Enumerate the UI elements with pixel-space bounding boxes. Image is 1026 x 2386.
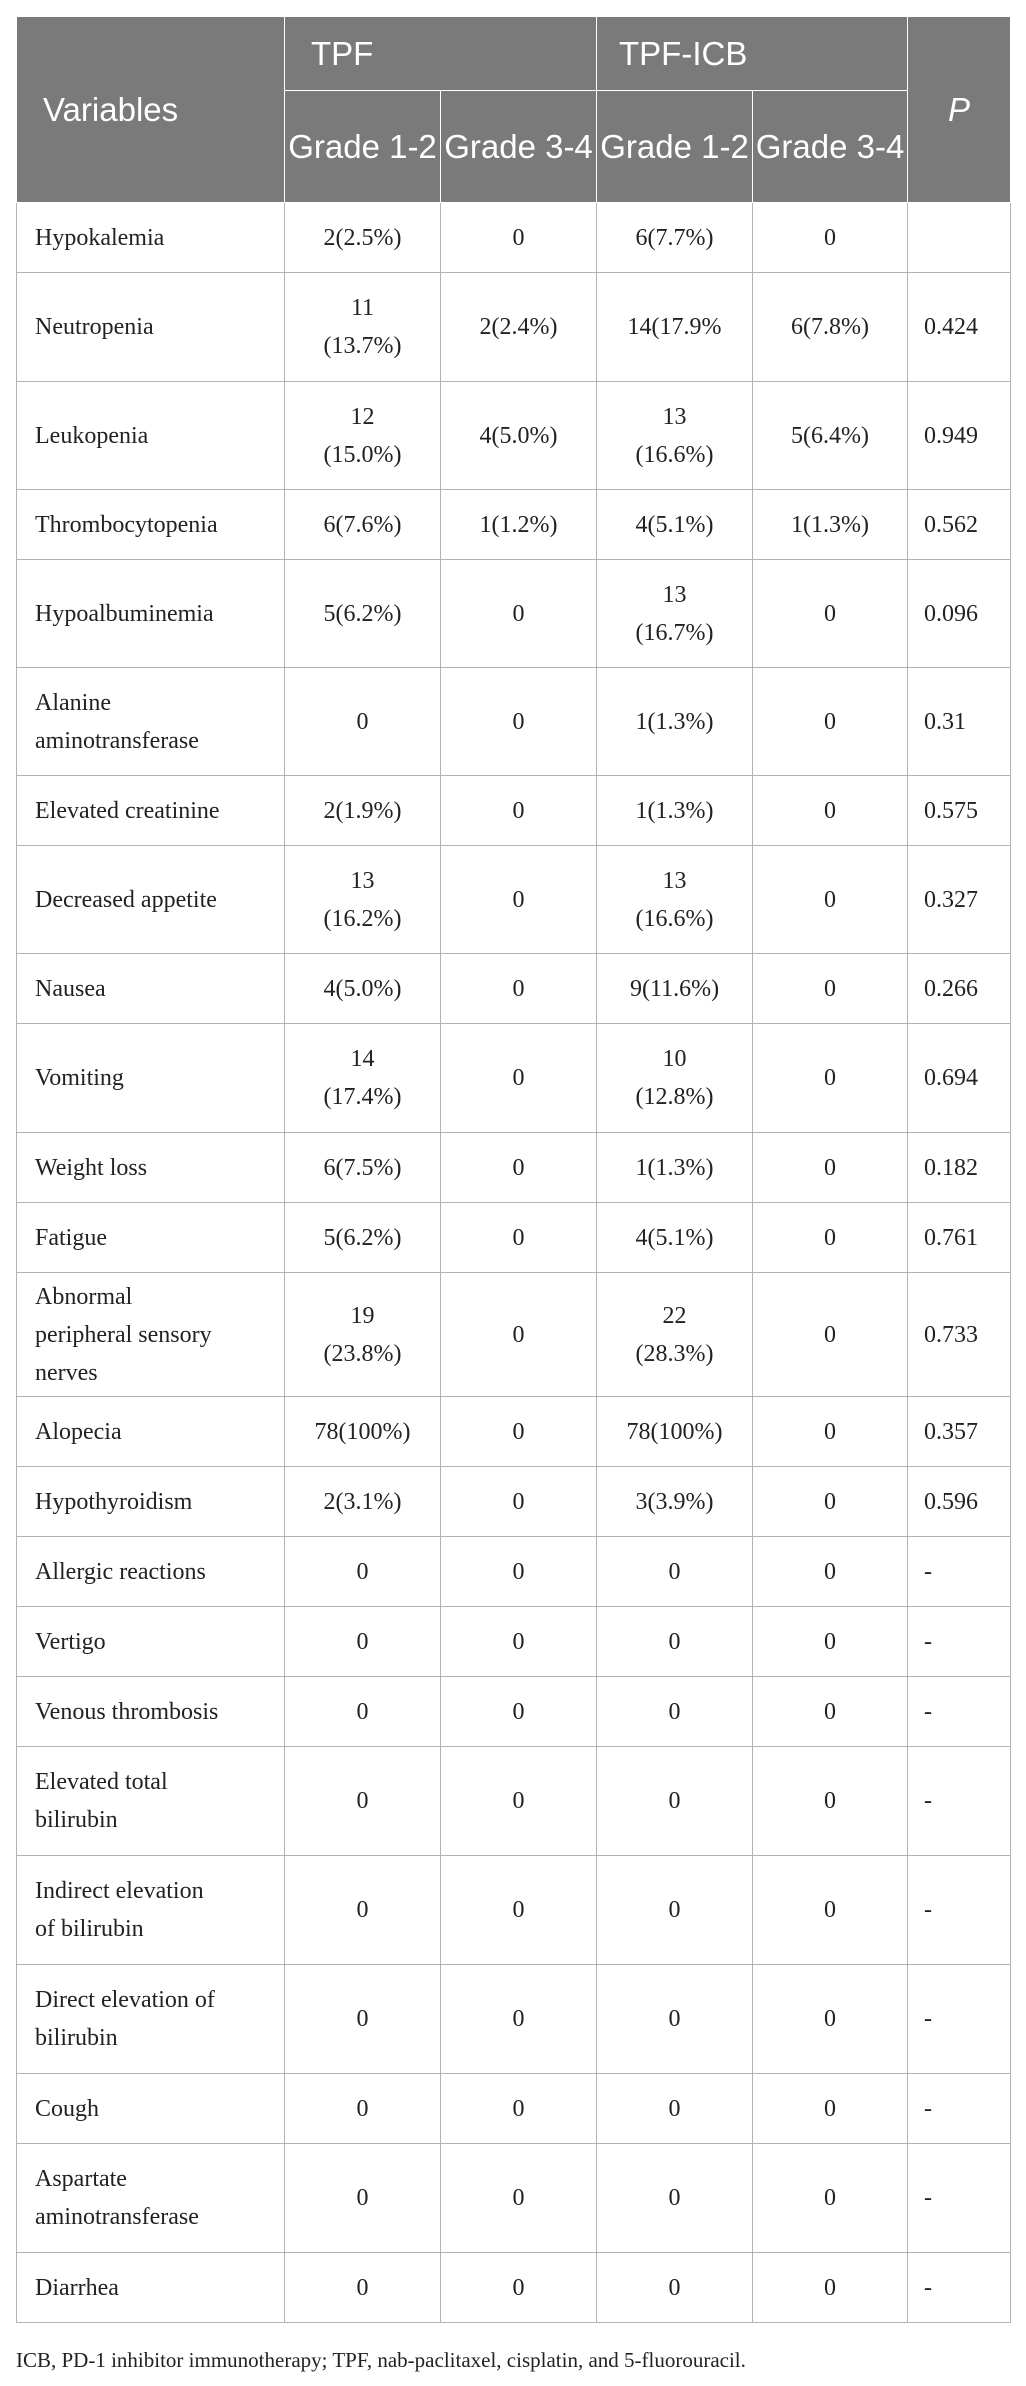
cell-icb-grade-3-4: 0 [753, 668, 908, 776]
cell-icb-grade-1-2: 0 [597, 1747, 753, 1856]
adverse-events-table [16, 16, 1011, 2323]
cell-icb-grade-3-4: 1(1.3%) [753, 490, 908, 560]
cell-icb-grade-3-4: 0 [753, 1537, 908, 1607]
table-row [17, 776, 1011, 846]
cell-icb-grade-1-2: 13 (16.7%) [597, 560, 753, 668]
cell-tpf-grade-1-2: 4(5.0%) [285, 954, 441, 1024]
cell-icb-grade-1-2: 9(11.6%) [597, 954, 753, 1024]
table-row [17, 382, 1011, 490]
table-row [17, 954, 1011, 1024]
cell-p-value: 0.733 [908, 1273, 1011, 1397]
cell-p-value: 0.31 [908, 668, 1011, 776]
cell-tpf-grade-3-4: 0 [441, 1677, 597, 1747]
table-row [17, 203, 1011, 273]
cell-icb-grade-1-2: 1(1.3%) [597, 668, 753, 776]
cell-tpf-grade-3-4: 1(1.2%) [441, 490, 597, 560]
cell-tpf-grade-1-2: 0 [285, 1856, 441, 1965]
header-group-tpf-icb: TPF-ICB [597, 17, 908, 91]
cell-icb-grade-1-2: 0 [597, 2253, 753, 2323]
cell-tpf-grade-3-4: 0 [441, 1133, 597, 1203]
header-variables: Variables [17, 17, 285, 203]
cell-icb-grade-3-4: 0 [753, 1203, 908, 1273]
cell-variable: Vomiting [17, 1024, 285, 1133]
table-row [17, 1965, 1011, 2074]
header-icb-grade-3-4: Grade 3-4 [753, 91, 908, 203]
cell-p-value: 0.575 [908, 776, 1011, 846]
cell-p-value: - [908, 1677, 1011, 1747]
cell-variable: Thrombocytopenia [17, 490, 285, 560]
cell-tpf-grade-1-2: 0 [285, 2144, 441, 2253]
cell-icb-grade-1-2: 0 [597, 1537, 753, 1607]
cell-icb-grade-3-4: 0 [753, 1397, 908, 1467]
cell-tpf-grade-1-2: 0 [285, 1747, 441, 1856]
cell-tpf-grade-3-4: 0 [441, 2144, 597, 2253]
cell-icb-grade-3-4: 0 [753, 1856, 908, 1965]
cell-tpf-grade-1-2: 6(7.6%) [285, 490, 441, 560]
cell-tpf-grade-1-2: 6(7.5%) [285, 1133, 441, 1203]
table-row [17, 1467, 1011, 1537]
header-tpf-grade-3-4: Grade 3-4 [441, 91, 597, 203]
cell-variable: Direct elevation of bilirubin [17, 1965, 285, 2074]
cell-variable: Fatigue [17, 1203, 285, 1273]
table-row [17, 1133, 1011, 1203]
cell-variable: Hypothyroidism [17, 1467, 285, 1537]
cell-icb-grade-1-2: 1(1.3%) [597, 1133, 753, 1203]
cell-p-value: 0.562 [908, 490, 1011, 560]
cell-icb-grade-3-4: 0 [753, 846, 908, 954]
cell-tpf-grade-3-4: 2(2.4%) [441, 273, 597, 382]
cell-icb-grade-3-4: 0 [753, 1024, 908, 1133]
cell-icb-grade-1-2: 13 (16.6%) [597, 846, 753, 954]
header-icb-grade-1-2: Grade 1-2 [597, 91, 753, 203]
cell-icb-grade-1-2: 14(17.9% [597, 273, 753, 382]
table-row [17, 1856, 1011, 1965]
cell-icb-grade-1-2: 3(3.9%) [597, 1467, 753, 1537]
cell-tpf-grade-1-2: 0 [285, 2253, 441, 2323]
cell-variable: Abnormal peripheral sensory nerves [17, 1273, 285, 1397]
cell-tpf-grade-1-2: 0 [285, 1607, 441, 1677]
cell-tpf-grade-1-2: 0 [285, 668, 441, 776]
header-tpf-grade-1-2: Grade 1-2 [285, 91, 441, 203]
table-row [17, 846, 1011, 954]
cell-tpf-grade-1-2: 5(6.2%) [285, 560, 441, 668]
cell-tpf-grade-1-2: 0 [285, 1677, 441, 1747]
cell-variable: Elevated creatinine [17, 776, 285, 846]
cell-tpf-grade-1-2: 19 (23.8%) [285, 1273, 441, 1397]
cell-variable: Decreased appetite [17, 846, 285, 954]
table-body [17, 203, 1011, 2323]
cell-tpf-grade-3-4: 0 [441, 1537, 597, 1607]
cell-tpf-grade-3-4: 0 [441, 2253, 597, 2323]
cell-variable: Vertigo [17, 1607, 285, 1677]
cell-tpf-grade-3-4: 0 [441, 954, 597, 1024]
cell-icb-grade-1-2: 0 [597, 2074, 753, 2144]
cell-tpf-grade-1-2: 14 (17.4%) [285, 1024, 441, 1133]
cell-icb-grade-1-2: 4(5.1%) [597, 490, 753, 560]
cell-tpf-grade-1-2: 5(6.2%) [285, 1203, 441, 1273]
cell-icb-grade-3-4: 0 [753, 954, 908, 1024]
cell-icb-grade-1-2: 0 [597, 1677, 753, 1747]
cell-p-value: 0.327 [908, 846, 1011, 954]
cell-tpf-grade-3-4: 0 [441, 668, 597, 776]
header-p-value: P [908, 17, 1011, 203]
cell-icb-grade-1-2: 0 [597, 2144, 753, 2253]
cell-icb-grade-3-4: 0 [753, 2144, 908, 2253]
cell-icb-grade-3-4: 0 [753, 1607, 908, 1677]
cell-icb-grade-3-4: 0 [753, 1965, 908, 2074]
cell-p-value: - [908, 1537, 1011, 1607]
cell-p-value: 0.424 [908, 273, 1011, 382]
table-row [17, 1607, 1011, 1677]
cell-tpf-grade-3-4: 0 [441, 1747, 597, 1856]
cell-icb-grade-1-2: 0 [597, 1607, 753, 1677]
cell-icb-grade-1-2: 1(1.3%) [597, 776, 753, 846]
cell-variable: Hypoalbuminemia [17, 560, 285, 668]
cell-tpf-grade-1-2: 0 [285, 2074, 441, 2144]
cell-p-value: 0.182 [908, 1133, 1011, 1203]
cell-tpf-grade-1-2: 0 [285, 1537, 441, 1607]
cell-variable: Venous thrombosis [17, 1677, 285, 1747]
cell-icb-grade-3-4: 0 [753, 1677, 908, 1747]
cell-variable: Cough [17, 2074, 285, 2144]
cell-icb-grade-3-4: 0 [753, 1273, 908, 1397]
cell-tpf-grade-3-4: 0 [441, 203, 597, 273]
cell-tpf-grade-3-4: 0 [441, 1024, 597, 1133]
cell-p-value: - [908, 2074, 1011, 2144]
table-row [17, 2074, 1011, 2144]
cell-icb-grade-1-2: 0 [597, 1856, 753, 1965]
cell-variable: Aspartate aminotransferase [17, 2144, 285, 2253]
cell-icb-grade-1-2: 0 [597, 1965, 753, 2074]
cell-icb-grade-1-2: 22 (28.3%) [597, 1273, 753, 1397]
cell-tpf-grade-1-2: 78(100%) [285, 1397, 441, 1467]
cell-icb-grade-1-2: 13 (16.6%) [597, 382, 753, 490]
cell-tpf-grade-3-4: 0 [441, 846, 597, 954]
table-row [17, 1537, 1011, 1607]
table-row [17, 560, 1011, 668]
cell-icb-grade-1-2: 10 (12.8%) [597, 1024, 753, 1133]
cell-icb-grade-3-4: 0 [753, 1133, 908, 1203]
cell-icb-grade-3-4: 0 [753, 776, 908, 846]
table-row [17, 1203, 1011, 1273]
table-footnote: ICB, PD-1 inhibitor immunotherapy; TPF, nab-paclitaxel, cisplatin, and 5-fluorouracil. [16, 2348, 746, 2372]
cell-tpf-grade-3-4: 0 [441, 1607, 597, 1677]
cell-tpf-grade-3-4: 0 [441, 1856, 597, 1965]
cell-variable: Elevated total bilirubin [17, 1747, 285, 1856]
cell-icb-grade-3-4: 0 [753, 1747, 908, 1856]
cell-tpf-grade-3-4: 0 [441, 776, 597, 846]
cell-variable: Alopecia [17, 1397, 285, 1467]
table-row [17, 2144, 1011, 2253]
cell-variable: Alanine aminotransferase [17, 668, 285, 776]
cell-p-value: - [908, 2253, 1011, 2323]
cell-p-value: 0.357 [908, 1397, 1011, 1467]
cell-p-value [908, 203, 1011, 273]
cell-p-value: 0.596 [908, 1467, 1011, 1537]
table-row [17, 1397, 1011, 1467]
cell-icb-grade-3-4: 5(6.4%) [753, 382, 908, 490]
cell-tpf-grade-3-4: 0 [441, 1203, 597, 1273]
cell-tpf-grade-3-4: 0 [441, 1467, 597, 1537]
cell-icb-grade-3-4: 6(7.8%) [753, 273, 908, 382]
cell-icb-grade-3-4: 0 [753, 203, 908, 273]
cell-tpf-grade-3-4: 0 [441, 2074, 597, 2144]
cell-variable: Nausea [17, 954, 285, 1024]
header-group-tpf: TPF [285, 17, 597, 91]
cell-tpf-grade-1-2: 11 (13.7%) [285, 273, 441, 382]
cell-tpf-grade-3-4: 4(5.0%) [441, 382, 597, 490]
cell-variable: Indirect elevation of bilirubin [17, 1856, 285, 1965]
table-row [17, 1273, 1011, 1397]
table-row [17, 273, 1011, 382]
cell-icb-grade-1-2: 4(5.1%) [597, 1203, 753, 1273]
cell-p-value: 0.761 [908, 1203, 1011, 1273]
cell-tpf-grade-1-2: 2(1.9%) [285, 776, 441, 846]
cell-variable: Weight loss [17, 1133, 285, 1203]
adverse-events-table-container [16, 16, 1010, 2323]
cell-tpf-grade-1-2: 12 (15.0%) [285, 382, 441, 490]
cell-icb-grade-3-4: 0 [753, 1467, 908, 1537]
cell-p-value: 0.949 [908, 382, 1011, 490]
cell-icb-grade-1-2: 78(100%) [597, 1397, 753, 1467]
cell-tpf-grade-1-2: 2(2.5%) [285, 203, 441, 273]
cell-variable: Diarrhea [17, 2253, 285, 2323]
cell-p-value: 0.096 [908, 560, 1011, 668]
cell-variable: Leukopenia [17, 382, 285, 490]
cell-p-value: - [908, 1965, 1011, 2074]
cell-icb-grade-3-4: 0 [753, 560, 908, 668]
cell-p-value: - [908, 2144, 1011, 2253]
cell-tpf-grade-1-2: 0 [285, 1965, 441, 2074]
cell-p-value: 0.266 [908, 954, 1011, 1024]
cell-tpf-grade-1-2: 13 (16.2%) [285, 846, 441, 954]
cell-variable: Hypokalemia [17, 203, 285, 273]
cell-tpf-grade-3-4: 0 [441, 1273, 597, 1397]
cell-icb-grade-3-4: 0 [753, 2074, 908, 2144]
cell-tpf-grade-3-4: 0 [441, 560, 597, 668]
table-header [17, 17, 1011, 203]
table-row [17, 1677, 1011, 1747]
cell-p-value: - [908, 1747, 1011, 1856]
cell-tpf-grade-3-4: 0 [441, 1965, 597, 2074]
table-row [17, 490, 1011, 560]
cell-tpf-grade-1-2: 2(3.1%) [285, 1467, 441, 1537]
table-row [17, 668, 1011, 776]
cell-p-value: - [908, 1856, 1011, 1965]
cell-icb-grade-1-2: 6(7.7%) [597, 203, 753, 273]
cell-variable: Allergic reactions [17, 1537, 285, 1607]
cell-tpf-grade-3-4: 0 [441, 1397, 597, 1467]
cell-p-value: - [908, 1607, 1011, 1677]
table-row [17, 2253, 1011, 2323]
table-row [17, 1747, 1011, 1856]
table-row [17, 1024, 1011, 1133]
cell-variable: Neutropenia [17, 273, 285, 382]
cell-icb-grade-3-4: 0 [753, 2253, 908, 2323]
cell-p-value: 0.694 [908, 1024, 1011, 1133]
